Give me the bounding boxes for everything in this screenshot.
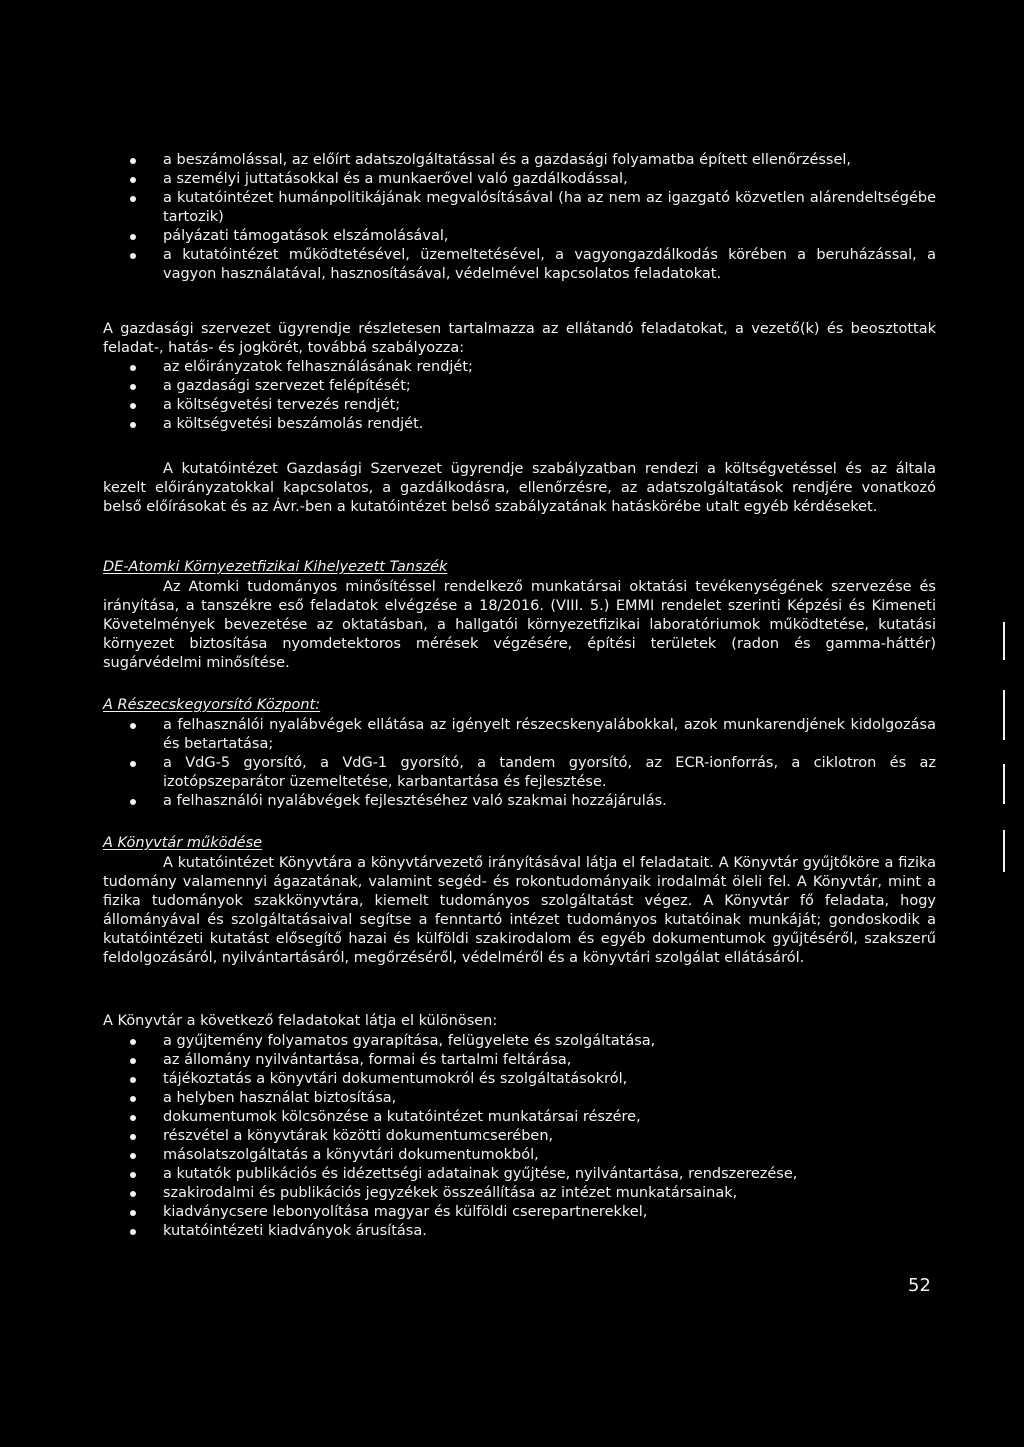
list-item: a kutatók publikációs és idézettségi adatainak gyűjtése, nyilvántartása, rendszerezése,: [103, 1165, 936, 1184]
list-item: szakirodalmi és publikációs jegyzékek összeállítása az intézet munkatársainak,: [103, 1184, 936, 1203]
paragraph-konyvtar-feladatok: A Könyvtár a következő feladatokat látja el különösen:: [103, 1013, 498, 1029]
paragraph-gazdasagi-szervezet: A kutatóintézet Gazdasági Szervezet ügyrendje szabályzatban rendezi a költségvetéssel és az általa kezelt előirányzatokkal kapcsolatos, a gazdálkodásra, ellenőrzésre, az adatszolgáltatások rendjére vonatkozó belső előírásokat és az Ávr.-ben a kutatóintézet belső szabályzatának hatáskörébe utalt egyéb kérdéseket.: [103, 461, 936, 515]
list-item: kutatóintézeti kiadványok árusítása.: [103, 1222, 936, 1241]
list-item: a gyűjtemény folyamatos gyarapítása, felügyelete és szolgáltatása,: [103, 1032, 936, 1051]
list-item: a VdG-5 gyorsító, a VdG-1 gyorsító, a tandem gyorsító, az ECR-ionforrás, a ciklotron és az izotópszeparátor üzemeltetése, karbantartása és fejlesztése.: [103, 754, 936, 792]
list-item: a helyben használat biztosítása,: [103, 1089, 936, 1108]
list-item: a kutatóintézet humánpolitikájának megvalósításával (ha az nem az igazgató közvetlen alárendeltségébe tartozik): [103, 189, 936, 227]
list-item: a felhasználói nyalábvégek ellátása az igényelt részecskenyalábokkal, azok munkarendjének kidolgozása és betartatása;: [103, 716, 936, 754]
list-item: a felhasználói nyalábvégek fejlesztéséhez való szakmai hozzájárulás.: [103, 792, 936, 811]
list-szabalyozza: [103, 358, 936, 434]
list-item: az állomány nyilvántartása, formai és tartalmi feltárása,: [103, 1051, 936, 1070]
list-item: kiadványcsere lebonyolítása magyar és külföldi cserepartnerekkel,: [103, 1203, 936, 1222]
page-number: 52: [908, 1275, 931, 1296]
list-item: tájékoztatás a könyvtári dokumentumokról és szolgáltatásokról,: [103, 1070, 936, 1089]
paragraph-ugyrend: A gazdasági szervezet ügyrendje részletesen tartalmazza az ellátandó feladatokat, a vezető(k) és beosztottak feladat-, hatás- és jogkörét, továbbá szabályozza:: [103, 321, 936, 356]
list-item: a személyi juttatásokkal és a munkaerővel való gazdálkodással,: [103, 170, 936, 189]
section-heading-konyvtar: A Könyvtár működése: [103, 835, 263, 851]
list-item: a költségvetési tervezés rendjét;: [103, 396, 936, 415]
list-item: az előirányzatok felhasználásának rendjét;: [103, 358, 936, 377]
section-heading-de-atomki: DE-Atomki Környezetfizikai Kihelyezett Tanszék: [103, 559, 448, 575]
paragraph-konyvtar: A kutatóintézet Könyvtára a könyvtárvezető irányításával látja el feladatait. A Könyvtár gyűjtőköre a fizika tudomány valamennyi ágazatának, valamint segéd- és rokontudományaik irodalmát öleli fel. A Könyvtár, mint a fizika tudományok szakkönyvtára, kiemelt tudományos szolgáltatást végez. A Könyvtár fő feladata, hogy állományával és szolgáltatásaival segítse a fenntartó intézet tudományos kutatóinak munkáját; gondoskodik a kutatóintézeti kutatást elősegítő hazai és külföldi szakirodalom és egyéb dokumentumok gyűjtéséről, szakszerű feldolgozásáról, nyilvántartásáról, megőrzéséről, védelméről és a könyvtári szolgálat ellátásáról.: [103, 855, 936, 966]
paragraph-de-atomki: Az Atomki tudományos minősítéssel rendelkező munkatársai oktatási tevékenységének szervezése és irányítása, a tanszékre eső feladatok elvégzése a 18/2016. (VIII. 5.) EMMI rendelet szerinti Képzési és Kimeneti Követelmények bevezetése az oktatásban, a hallgatói környezetfizikai laboratóriumok működtetése, kutatási környezet biztosítása nyomdetektoros mérések végzésére, építési területek (radon és gamma-háttér) sugárvédelmi minősítése.: [103, 579, 936, 671]
list-item: a beszámolással, az előírt adatszolgáltatással és a gazdasági folyamatba épített ellenőrzéssel,: [103, 151, 936, 170]
list-gazdasagi-feladatok: [103, 151, 936, 284]
change-bar: [1003, 764, 1005, 804]
change-bar: [1003, 830, 1005, 872]
list-reszecskegyorsito: [103, 716, 936, 811]
change-bar: [1003, 690, 1005, 740]
list-item: részvétel a könyvtárak közötti dokumentumcserében,: [103, 1127, 936, 1146]
list-item: a kutatóintézet működtetésével, üzemeltetésével, a vagyongazdálkodás körében a beruházással, a vagyon használatával, hasznosításával, védelmével kapcsolatos feladatokat.: [103, 246, 936, 284]
list-item: pályázati támogatások elszámolásával,: [103, 227, 936, 246]
list-item: a költségvetési beszámolás rendjét.: [103, 415, 936, 434]
list-konyvtar-feladatok: [103, 1032, 936, 1241]
section-heading-reszecskegyorsito: A Részecskegyorsító Központ:: [103, 697, 321, 713]
list-item: a gazdasági szervezet felépítését;: [103, 377, 936, 396]
change-bar: [1003, 622, 1005, 660]
list-item: másolatszolgáltatás a könyvtári dokumentumokból,: [103, 1146, 936, 1165]
list-item: dokumentumok kölcsönzése a kutatóintézet munkatársai részére,: [103, 1108, 936, 1127]
